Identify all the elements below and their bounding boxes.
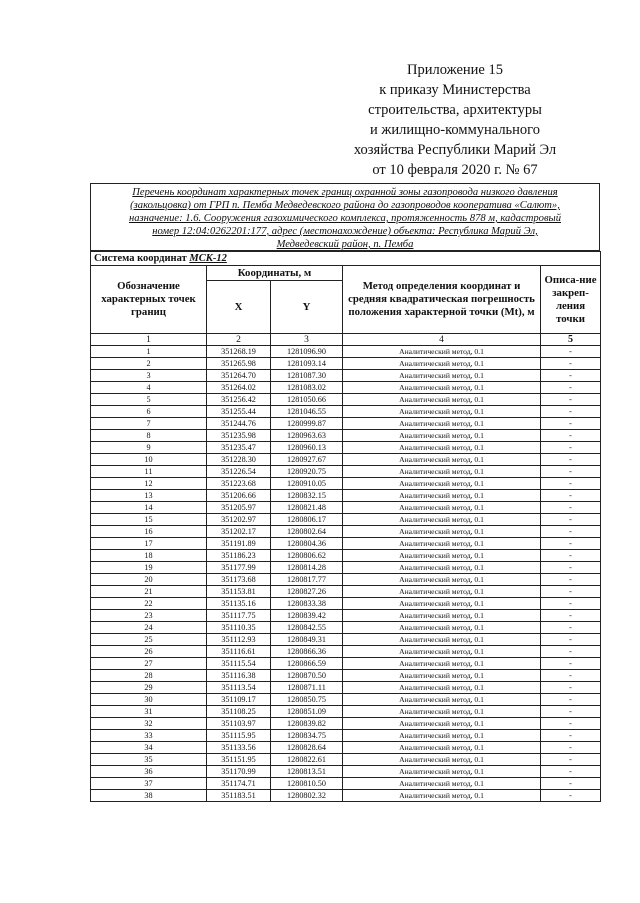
point-number-cell: 19 bbox=[91, 562, 207, 574]
table-row bbox=[91, 670, 601, 682]
table-row bbox=[91, 754, 601, 766]
y-coordinate-cell: 1280871.11 bbox=[271, 682, 343, 694]
table-row bbox=[91, 646, 601, 658]
description-cell: - bbox=[541, 442, 601, 454]
y-coordinate-cell: 1281083.02 bbox=[271, 382, 343, 394]
table-row bbox=[91, 778, 601, 790]
method-cell: Аналитический метод, 0.1 bbox=[343, 574, 541, 586]
description-cell: - bbox=[541, 478, 601, 490]
description-cell: - bbox=[541, 730, 601, 742]
method-cell: Аналитический метод, 0.1 bbox=[343, 658, 541, 670]
point-number-cell: 7 bbox=[91, 418, 207, 430]
y-coordinate-cell: 1280813.51 bbox=[271, 766, 343, 778]
method-cell: Аналитический метод, 0.1 bbox=[343, 478, 541, 490]
point-number-cell: 10 bbox=[91, 454, 207, 466]
x-coordinate-cell: 351115.95 bbox=[207, 730, 271, 742]
method-cell: Аналитический метод, 0.1 bbox=[343, 550, 541, 562]
x-coordinate-cell: 351202.97 bbox=[207, 514, 271, 526]
x-coordinate-cell: 351183.51 bbox=[207, 790, 271, 802]
method-cell: Аналитический метод, 0.1 bbox=[343, 766, 541, 778]
x-coordinate-cell: 351264.70 bbox=[207, 370, 271, 382]
point-number-cell: 6 bbox=[91, 406, 207, 418]
method-cell: Аналитический метод, 0.1 bbox=[343, 406, 541, 418]
x-coordinate-cell: 351170.99 bbox=[207, 766, 271, 778]
point-number-cell: 27 bbox=[91, 658, 207, 670]
title-line: Медведевский район, п. Пемба bbox=[276, 239, 414, 250]
x-coordinate-cell: 351226.54 bbox=[207, 466, 271, 478]
point-number-cell: 22 bbox=[91, 598, 207, 610]
x-coordinate-cell: 351235.47 bbox=[207, 442, 271, 454]
method-cell: Аналитический метод, 0.1 bbox=[343, 502, 541, 514]
x-coordinate-cell: 351109.17 bbox=[207, 694, 271, 706]
y-coordinate-cell: 1280866.36 bbox=[271, 646, 343, 658]
description-cell: - bbox=[541, 586, 601, 598]
table-row bbox=[91, 382, 601, 394]
point-number-cell: 11 bbox=[91, 466, 207, 478]
x-coordinate-cell: 351173.68 bbox=[207, 574, 271, 586]
description-cell: - bbox=[541, 694, 601, 706]
y-coordinate-cell: 1280822.61 bbox=[271, 754, 343, 766]
table-row bbox=[91, 562, 601, 574]
table-row bbox=[91, 490, 601, 502]
description-cell: - bbox=[541, 502, 601, 514]
x-coordinate-cell: 351153.81 bbox=[207, 586, 271, 598]
description-cell: - bbox=[541, 742, 601, 754]
point-number-cell: 9 bbox=[91, 442, 207, 454]
coordinates-table bbox=[90, 251, 601, 802]
y-coordinate-cell: 1280806.17 bbox=[271, 514, 343, 526]
description-cell: - bbox=[541, 370, 601, 382]
point-number-cell: 1 bbox=[91, 346, 207, 358]
description-cell: - bbox=[541, 550, 601, 562]
description-cell: - bbox=[541, 718, 601, 730]
point-number-cell: 37 bbox=[91, 778, 207, 790]
table-row bbox=[91, 502, 601, 514]
document-header bbox=[330, 60, 580, 180]
description-cell: - bbox=[541, 358, 601, 370]
x-coordinate-cell: 351174.71 bbox=[207, 778, 271, 790]
point-number-cell: 20 bbox=[91, 574, 207, 586]
method-cell: Аналитический метод, 0.1 bbox=[343, 610, 541, 622]
table-row bbox=[91, 790, 601, 802]
header-line: строительства, архитектуры bbox=[368, 102, 542, 118]
x-coordinate-cell: 351265.98 bbox=[207, 358, 271, 370]
y-coordinate-cell: 1280963.63 bbox=[271, 430, 343, 442]
method-cell: Аналитический метод, 0.1 bbox=[343, 382, 541, 394]
table-row bbox=[91, 586, 601, 598]
column-number-row bbox=[91, 334, 601, 346]
point-number-cell: 15 bbox=[91, 514, 207, 526]
x-coordinate-cell: 351235.98 bbox=[207, 430, 271, 442]
point-number-cell: 36 bbox=[91, 766, 207, 778]
point-number-cell: 23 bbox=[91, 610, 207, 622]
coordinate-system-value: МСК-12 bbox=[189, 253, 227, 264]
description-cell: - bbox=[541, 394, 601, 406]
x-coordinate-cell: 351223.68 bbox=[207, 478, 271, 490]
y-coordinate-cell: 1280910.05 bbox=[271, 478, 343, 490]
y-coordinate-cell: 1280999.87 bbox=[271, 418, 343, 430]
table-row bbox=[91, 370, 601, 382]
table-row bbox=[91, 658, 601, 670]
x-coordinate-cell: 351205.97 bbox=[207, 502, 271, 514]
table-row bbox=[91, 538, 601, 550]
coordinate-system-cell bbox=[91, 252, 601, 266]
method-cell: Аналитический метод, 0.1 bbox=[343, 754, 541, 766]
y-coordinate-cell: 1280802.32 bbox=[271, 790, 343, 802]
x-coordinate-cell: 351115.54 bbox=[207, 658, 271, 670]
y-coordinate-cell: 1281087.30 bbox=[271, 370, 343, 382]
y-coordinate-cell: 1280927.67 bbox=[271, 454, 343, 466]
x-coordinate-cell: 351135.16 bbox=[207, 598, 271, 610]
y-header: Y bbox=[271, 281, 343, 334]
method-cell: Аналитический метод, 0.1 bbox=[343, 394, 541, 406]
description-cell: - bbox=[541, 454, 601, 466]
description-cell: - bbox=[541, 646, 601, 658]
point-number-cell: 13 bbox=[91, 490, 207, 502]
x-coordinate-cell: 351177.99 bbox=[207, 562, 271, 574]
method-cell: Аналитический метод, 0.1 bbox=[343, 646, 541, 658]
description-cell: - bbox=[541, 622, 601, 634]
table-row bbox=[91, 742, 601, 754]
x-coordinate-cell: 351256.42 bbox=[207, 394, 271, 406]
table-row bbox=[91, 598, 601, 610]
title-line: Перечень координат характерных точек границ охранной зоны газопровода низкого давления bbox=[132, 187, 558, 198]
header-line: и жилищно-коммунального bbox=[369, 122, 541, 138]
table-row bbox=[91, 394, 601, 406]
description-cell: - bbox=[541, 706, 601, 718]
description-header: Описа-ние закреп-ления точки bbox=[541, 266, 601, 334]
method-cell: Аналитический метод, 0.1 bbox=[343, 418, 541, 430]
method-cell: Аналитический метод, 0.1 bbox=[343, 706, 541, 718]
description-cell: - bbox=[541, 778, 601, 790]
table-row bbox=[91, 478, 601, 490]
y-coordinate-cell: 1280806.62 bbox=[271, 550, 343, 562]
method-cell: Аналитический метод, 0.1 bbox=[343, 526, 541, 538]
x-coordinate-cell: 351268.19 bbox=[207, 346, 271, 358]
point-header: Обозначение характерных точек границ bbox=[91, 266, 207, 334]
method-cell: Аналитический метод, 0.1 bbox=[343, 634, 541, 646]
point-number-cell: 18 bbox=[91, 550, 207, 562]
description-cell: - bbox=[541, 658, 601, 670]
table-row bbox=[91, 694, 601, 706]
table-row bbox=[91, 718, 601, 730]
header-line: хозяйства Республики Марий Эл bbox=[353, 142, 557, 158]
x-coordinate-cell: 351202.17 bbox=[207, 526, 271, 538]
y-coordinate-cell: 1281050.66 bbox=[271, 394, 343, 406]
point-number-cell: 4 bbox=[91, 382, 207, 394]
description-cell: - bbox=[541, 430, 601, 442]
method-cell: Аналитический метод, 0.1 bbox=[343, 742, 541, 754]
point-number-cell: 38 bbox=[91, 790, 207, 802]
method-cell: Аналитический метод, 0.1 bbox=[343, 670, 541, 682]
coords-header: Координаты, м bbox=[207, 266, 343, 281]
y-coordinate-cell: 1280817.77 bbox=[271, 574, 343, 586]
description-cell: - bbox=[541, 598, 601, 610]
point-number-cell: 30 bbox=[91, 694, 207, 706]
document-title bbox=[90, 183, 600, 251]
point-number-cell: 24 bbox=[91, 622, 207, 634]
description-cell: - bbox=[541, 514, 601, 526]
point-number-cell: 2 bbox=[91, 358, 207, 370]
point-number-cell: 3 bbox=[91, 370, 207, 382]
point-number-cell: 29 bbox=[91, 682, 207, 694]
point-number-cell: 21 bbox=[91, 586, 207, 598]
method-cell: Аналитический метод, 0.1 bbox=[343, 538, 541, 550]
x-coordinate-cell: 351116.38 bbox=[207, 670, 271, 682]
y-coordinate-cell: 1281093.14 bbox=[271, 358, 343, 370]
y-coordinate-cell: 1280839.42 bbox=[271, 610, 343, 622]
point-number-cell: 32 bbox=[91, 718, 207, 730]
y-coordinate-cell: 1280866.59 bbox=[271, 658, 343, 670]
method-cell: Аналитический метод, 0.1 bbox=[343, 430, 541, 442]
x-coordinate-cell: 351116.61 bbox=[207, 646, 271, 658]
description-cell: - bbox=[541, 562, 601, 574]
y-coordinate-cell: 1280849.31 bbox=[271, 634, 343, 646]
method-cell: Аналитический метод, 0.1 bbox=[343, 490, 541, 502]
point-number-cell: 17 bbox=[91, 538, 207, 550]
x-coordinate-cell: 351103.97 bbox=[207, 718, 271, 730]
y-coordinate-cell: 1280810.50 bbox=[271, 778, 343, 790]
description-cell: - bbox=[541, 610, 601, 622]
method-cell: Аналитический метод, 0.1 bbox=[343, 622, 541, 634]
table-row bbox=[91, 682, 601, 694]
y-coordinate-cell: 1280802.64 bbox=[271, 526, 343, 538]
point-number-cell: 14 bbox=[91, 502, 207, 514]
method-cell: Аналитический метод, 0.1 bbox=[343, 346, 541, 358]
method-cell: Аналитический метод, 0.1 bbox=[343, 454, 541, 466]
method-cell: Аналитический метод, 0.1 bbox=[343, 358, 541, 370]
coordinate-system-row bbox=[91, 252, 601, 266]
y-coordinate-cell: 1280960.13 bbox=[271, 442, 343, 454]
y-coordinate-cell: 1280920.75 bbox=[271, 466, 343, 478]
x-coordinate-cell: 351206.66 bbox=[207, 490, 271, 502]
table-row bbox=[91, 634, 601, 646]
description-cell: - bbox=[541, 754, 601, 766]
method-cell: Аналитический метод, 0.1 bbox=[343, 778, 541, 790]
description-cell: - bbox=[541, 346, 601, 358]
x-coordinate-cell: 351255.44 bbox=[207, 406, 271, 418]
point-number-cell: 25 bbox=[91, 634, 207, 646]
method-cell: Аналитический метод, 0.1 bbox=[343, 694, 541, 706]
table-row bbox=[91, 358, 601, 370]
y-coordinate-cell: 1280828.64 bbox=[271, 742, 343, 754]
table-row bbox=[91, 406, 601, 418]
method-cell: Аналитический метод, 0.1 bbox=[343, 562, 541, 574]
description-cell: - bbox=[541, 634, 601, 646]
description-cell: - bbox=[541, 382, 601, 394]
description-cell: - bbox=[541, 526, 601, 538]
table-row bbox=[91, 418, 601, 430]
method-cell: Аналитический метод, 0.1 bbox=[343, 514, 541, 526]
table-row bbox=[91, 442, 601, 454]
y-coordinate-cell: 1280842.55 bbox=[271, 622, 343, 634]
column-number: 5 bbox=[541, 334, 601, 346]
x-coordinate-cell: 351186.23 bbox=[207, 550, 271, 562]
title-line: назначение: 1.6. Сооружения газохимического комплекса, протяженность 878 м, кадастровый bbox=[128, 213, 562, 224]
table-row bbox=[91, 430, 601, 442]
method-cell: Аналитический метод, 0.1 bbox=[343, 370, 541, 382]
table-row bbox=[91, 610, 601, 622]
table-row bbox=[91, 622, 601, 634]
table-row bbox=[91, 526, 601, 538]
table-header-row bbox=[91, 266, 601, 281]
description-cell: - bbox=[541, 418, 601, 430]
y-coordinate-cell: 1280870.50 bbox=[271, 670, 343, 682]
y-coordinate-cell: 1280850.75 bbox=[271, 694, 343, 706]
method-cell: Аналитический метод, 0.1 bbox=[343, 442, 541, 454]
y-coordinate-cell: 1280804.36 bbox=[271, 538, 343, 550]
y-coordinate-cell: 1280834.75 bbox=[271, 730, 343, 742]
y-coordinate-cell: 1280839.82 bbox=[271, 718, 343, 730]
description-cell: - bbox=[541, 682, 601, 694]
point-number-cell: 31 bbox=[91, 706, 207, 718]
table-row bbox=[91, 514, 601, 526]
column-number: 3 bbox=[271, 334, 343, 346]
x-coordinate-cell: 351244.76 bbox=[207, 418, 271, 430]
table-row bbox=[91, 730, 601, 742]
column-number: 4 bbox=[343, 334, 541, 346]
description-cell: - bbox=[541, 490, 601, 502]
title-line: номер 12:04:0262201:177, адрес (местонахождение) объекта: Республика Марий Эл, bbox=[152, 226, 538, 237]
y-coordinate-cell: 1280832.15 bbox=[271, 490, 343, 502]
y-coordinate-cell: 1280833.38 bbox=[271, 598, 343, 610]
y-coordinate-cell: 1280851.09 bbox=[271, 706, 343, 718]
description-cell: - bbox=[541, 766, 601, 778]
x-coordinate-cell: 351151.95 bbox=[207, 754, 271, 766]
method-cell: Аналитический метод, 0.1 bbox=[343, 718, 541, 730]
y-coordinate-cell: 1281046.55 bbox=[271, 406, 343, 418]
column-number: 1 bbox=[91, 334, 207, 346]
point-number-cell: 35 bbox=[91, 754, 207, 766]
coordinate-system-label: Система координат bbox=[94, 253, 187, 264]
title-line: (закольцовка) от ГРП п. Пемба Медведевского района до газопроводов кооператива «Салют», bbox=[130, 200, 560, 211]
table-row bbox=[91, 454, 601, 466]
description-cell: - bbox=[541, 406, 601, 418]
point-number-cell: 8 bbox=[91, 430, 207, 442]
x-coordinate-cell: 351110.35 bbox=[207, 622, 271, 634]
x-coordinate-cell: 351112.93 bbox=[207, 634, 271, 646]
y-coordinate-cell: 1281096.90 bbox=[271, 346, 343, 358]
y-coordinate-cell: 1280821.48 bbox=[271, 502, 343, 514]
x-coordinate-cell: 351191.89 bbox=[207, 538, 271, 550]
x-coordinate-cell: 351113.54 bbox=[207, 682, 271, 694]
x-coordinate-cell: 351228.30 bbox=[207, 454, 271, 466]
table-row bbox=[91, 346, 601, 358]
method-cell: Аналитический метод, 0.1 bbox=[343, 730, 541, 742]
x-coordinate-cell: 351117.75 bbox=[207, 610, 271, 622]
description-cell: - bbox=[541, 538, 601, 550]
method-cell: Аналитический метод, 0.1 bbox=[343, 466, 541, 478]
x-coordinate-cell: 351108.25 bbox=[207, 706, 271, 718]
table-row bbox=[91, 706, 601, 718]
point-number-cell: 33 bbox=[91, 730, 207, 742]
description-cell: - bbox=[541, 574, 601, 586]
header-line: к приказу Министерства bbox=[379, 82, 531, 98]
x-coordinate-cell: 351133.56 bbox=[207, 742, 271, 754]
header-line: от 10 февраля 2020 г. № 67 bbox=[372, 162, 538, 178]
table-row bbox=[91, 466, 601, 478]
point-number-cell: 34 bbox=[91, 742, 207, 754]
point-number-cell: 28 bbox=[91, 670, 207, 682]
method-cell: Аналитический метод, 0.1 bbox=[343, 790, 541, 802]
x-coordinate-cell: 351264.02 bbox=[207, 382, 271, 394]
method-cell: Аналитический метод, 0.1 bbox=[343, 598, 541, 610]
column-number: 2 bbox=[207, 334, 271, 346]
y-coordinate-cell: 1280827.26 bbox=[271, 586, 343, 598]
table-row bbox=[91, 550, 601, 562]
table-row bbox=[91, 574, 601, 586]
method-cell: Аналитический метод, 0.1 bbox=[343, 586, 541, 598]
point-number-cell: 5 bbox=[91, 394, 207, 406]
method-cell: Аналитический метод, 0.1 bbox=[343, 682, 541, 694]
header-line: Приложение 15 bbox=[407, 62, 503, 78]
description-cell: - bbox=[541, 670, 601, 682]
table-row bbox=[91, 766, 601, 778]
description-cell: - bbox=[541, 790, 601, 802]
point-number-cell: 12 bbox=[91, 478, 207, 490]
x-header: X bbox=[207, 281, 271, 334]
y-coordinate-cell: 1280814.28 bbox=[271, 562, 343, 574]
description-cell: - bbox=[541, 466, 601, 478]
point-number-cell: 16 bbox=[91, 526, 207, 538]
point-number-cell: 26 bbox=[91, 646, 207, 658]
method-header: Метод определения координат и средняя квадратическая погрешность положения характерной точки (Mt), м bbox=[343, 266, 541, 334]
